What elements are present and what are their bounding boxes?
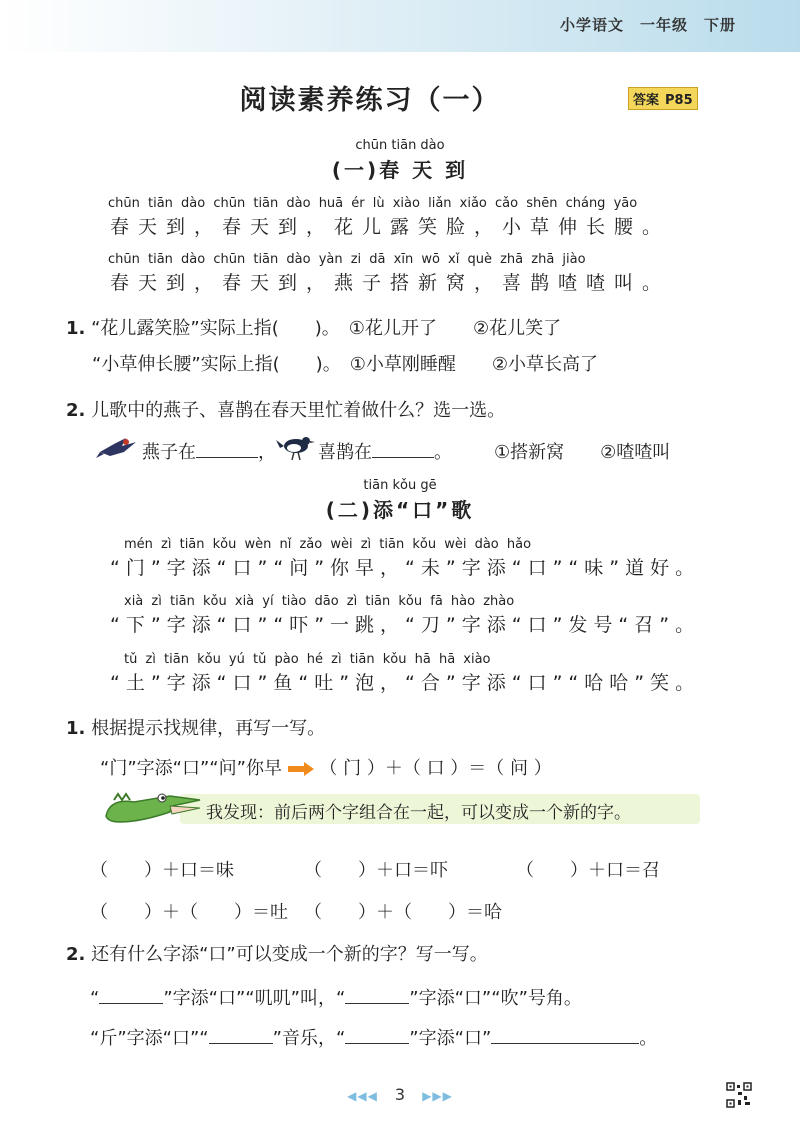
s1-q2-swallow: 燕子在 ， [142,438,276,464]
row1-item1[interactable]: （ ）＋口＝味 [90,860,234,881]
poem2-line3: “土”字添“口”鱼“吐”泡，“合”字添“口”“哈哈”笑。 [110,672,701,694]
poem1-line2: 春天到，春天到，燕子搭新窝，喜鹊喳喳叫。 [110,272,671,294]
page-footer [0,1085,800,1104]
s1-q2-magpie [318,438,452,464]
q2-line1-mid: ”字添“口”“叽叽”叫，“ [163,988,346,1009]
row2-item1[interactable]: （ ）＋（ ）＝吐 [90,902,288,923]
answer-page: P85 [665,93,693,108]
footer-left-arrows: ◀◀◀ [347,1089,378,1103]
q2-line1-open: “ [90,988,100,1009]
row1-item3[interactable]: （ ）＋口＝召 [516,860,660,881]
answer-badge [628,87,698,110]
section1-title: (一)春 天 到 [331,158,469,182]
example-left: “门”字添“口”“问”你早 [100,758,282,779]
footer-right-arrows: ▶▶▶ [422,1089,453,1103]
s1-q1a-text: “花儿露笑脸”实际上指( )。 ①花儿开了 ②花儿笑了 [91,318,562,339]
poem2-line1: “门”字添“口”“问”你早，“未”字添“口”“味”道好。 [110,557,701,579]
s2-q2-text: 还有什么字添“口”可以变成一个新的字？写一写。 [91,944,488,965]
arrow-right-icon [288,762,314,776]
swallow-blank[interactable] [196,439,258,458]
s2-q1-number: 1. [66,718,86,739]
magpie-icon [276,430,316,462]
section1-title-pinyin: chūn tiān dào [355,138,445,153]
poem1-line1-pinyin: chūn tiān dào chūn tiān dào huā ér lù xiào liǎn xiǎo cǎo shēn cháng yāo [108,196,638,211]
s1-q1-number: 1. [66,318,86,339]
row1-item2[interactable]: （ ）＋口＝吓 [304,860,448,881]
qr-code-icon [726,1082,752,1108]
s2-example [100,754,552,780]
s1-q2-options: ①搭新窝 ②喳喳叫 [494,442,671,463]
s1-question1 [66,314,561,340]
q2-line1-end: ”字添“口”“吹”号角。 [409,988,582,1009]
answer-label: 答案 [633,93,660,108]
swallow-label: 燕子在 [142,442,196,463]
s2-q1-text: 根据提示找规律，再写一写。 [91,718,326,739]
s1-q1b-text: “小草伸长腰”实际上指( )。 ①小草刚睡醒 ②小草长高了 [92,354,598,375]
section2-title: (二)添“口”歌 [325,498,475,522]
crocodile-icon [100,786,210,828]
q2-blank4[interactable] [345,1025,409,1044]
swallow-icon [96,432,140,462]
s1-question2 [66,396,505,422]
magpie-end: 。 [434,442,452,463]
s2-q2-line2 [90,1024,657,1050]
poem2-line1-pinyin: mén zì tiān kǒu wèn nǐ zǎo wèi zì tiān kǒu wèi dào hǎo [124,537,532,552]
s2-q2-line1 [90,984,582,1010]
magpie-label: 喜鹊在 [318,442,372,463]
example-right: （ 门 ）＋（ 口 ）＝（ 问 ） [319,758,552,779]
header-subject: 小学语文 一年级 下册 [560,16,737,34]
poem2-line2-pinyin: xià zì tiān kǒu xià yí tiào dāo zì tiān kǒu fā hào zhào [124,594,515,609]
s2-q2-number: 2. [66,944,86,965]
page-number: 3 [394,1085,406,1104]
poem1-line2-pinyin: chūn tiān dào chūn tiān dào yàn zi dā xīn wō xǐ què zhā zhā jiào [108,252,586,267]
s2-question1 [66,714,325,740]
discover-text: 我发现：前后两个字组合在一起，可以变成一个新的字。 [206,803,631,823]
s1-q2-text: 儿歌中的燕子、喜鹊在春天里忙着做什么？选一选。 [91,400,506,421]
q2-blank3[interactable] [209,1025,273,1044]
q2-blank5[interactable] [491,1025,639,1044]
q2-line2-mid: ”音乐，“ [272,1028,346,1049]
discover-banner [100,786,706,828]
poem2-line3-pinyin: tǔ zì tiān kǒu yú tǔ pào hé zì tiān kǒu hā hā xiào [124,652,491,667]
q2-line2-mid2: ”字添“口” [409,1028,492,1049]
s1-q2-number: 2. [66,400,86,421]
magpie-blank[interactable] [372,439,434,458]
poem2-line2: “下”字添“口”“吓”一跳，“刀”字添“口”发号“召”。 [110,614,701,636]
s2-question2 [66,940,488,966]
row2-item2[interactable]: （ ）＋（ ）＝哈 [304,902,502,923]
q2-blank1[interactable] [99,985,163,1004]
section2-title-pinyin: tiān kǒu gē [363,478,437,493]
q2-blank2[interactable] [345,985,409,1004]
page-title: 阅读素养练习（一） [239,85,501,116]
q2-line2-end: 。 [639,1028,658,1049]
poem1-line1: 春天到，春天到，花儿露笑脸，小草伸长腰。 [110,216,671,238]
q2-line2-open: “斤”字添“口”“ [90,1028,209,1049]
